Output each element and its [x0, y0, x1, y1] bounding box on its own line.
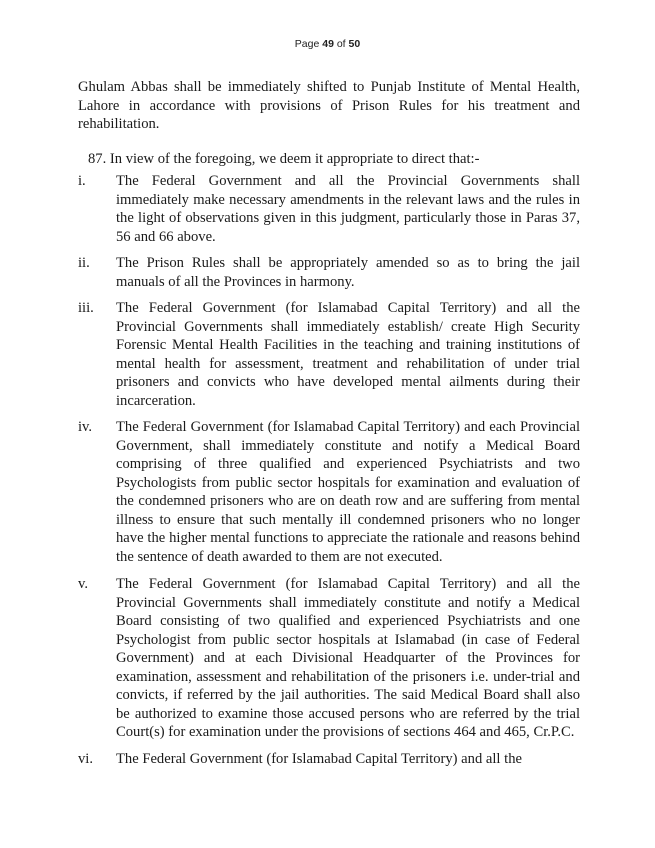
list-item-ii	[78, 254, 580, 291]
list-item-label: ii.	[78, 255, 90, 271]
list-item-text: The Federal Government (for Islamabad Capital Territory) and all the Provincial Governments shall immediately establish/ create High Security Forensic Mental Health Facilities in the teaching and training institutions of mental health for assessment, treatment and rehabilitation of under trial prisoners and convicts who have developed mental ailments during their incarceration.	[116, 300, 580, 409]
list-item-vi	[78, 750, 580, 769]
page-separator: of	[336, 38, 346, 50]
list-item-label: iii.	[78, 300, 94, 316]
list-item-text: The Federal Government (for Islamabad Capital Territory) and each Provincial Government, shall immediately constitute and notify a Medical Board comprising of three qualified and experienced Psychiatrists and two Psychologists from public sector hospitals for examination and evaluation of the condemned prisoners who are on death row and are suffering from mental illness to ensure that such mentally ill condemned prisoners who no longer have the higher mental functions to appreciate the rationale and reasons behind the sentence of death awarded to them are not executed.	[116, 419, 580, 565]
page-label: Page	[294, 38, 320, 50]
list-item-iv	[78, 418, 580, 566]
page-header	[0, 38, 655, 50]
list-item-text: The Federal Government (for Islamabad Capital Territory) and all the	[116, 750, 522, 767]
page-number: 49	[322, 38, 334, 50]
direction-list	[78, 172, 580, 776]
page-total: 50	[348, 38, 361, 50]
intro-paragraph: Ghulam Abbas shall be immediately shifted to Punjab Institute of Mental Health, Lahore in accordance with provisions of Prison Rules for his treatment and rehabilitation.	[78, 79, 580, 132]
list-item-text: The Prison Rules shall be appropriately amended so as to bring the jail manuals of all the Provinces in harmony.	[116, 255, 580, 290]
list-item-text: The Federal Government (for Islamabad Capital Territory) and all the Provincial Governments shall immediately constitute and notify a Medical Board consisting of two qualified and experienced Psychiatrists and one Psychologist from public sector hospitals at Islamabad (in case of Federal Government) and at each Divisional Headquarter of the Provinces for examination, assessment and rehabilitation of the prisoners i.e. under-trial and convicts, if referred by the jail authorities. The said Medical Board shall also be authorized to examine those accused persons who are referred by the trial Court(s) for examination under the provisions of sections 464 and 465, Cr.P.C.	[116, 576, 580, 740]
list-item-label: i.	[78, 173, 86, 189]
list-item-label: v.	[78, 576, 88, 592]
list-item-iii	[78, 299, 580, 410]
list-item-v	[78, 575, 580, 742]
list-item-label: iv.	[78, 419, 93, 435]
list-item-i	[78, 172, 580, 246]
list-item-label: vi.	[78, 750, 93, 767]
list-item-text: The Federal Government and all the Provincial Governments shall immediately make necessary amendments in the relevant laws and the rules in the light of observations given in this judgment, particularly those in Paras 37, 56 and 66 above.	[116, 173, 580, 245]
paragraph-87: 87. In view of the foregoing, we deem it appropriate to direct that:-	[88, 151, 480, 167]
